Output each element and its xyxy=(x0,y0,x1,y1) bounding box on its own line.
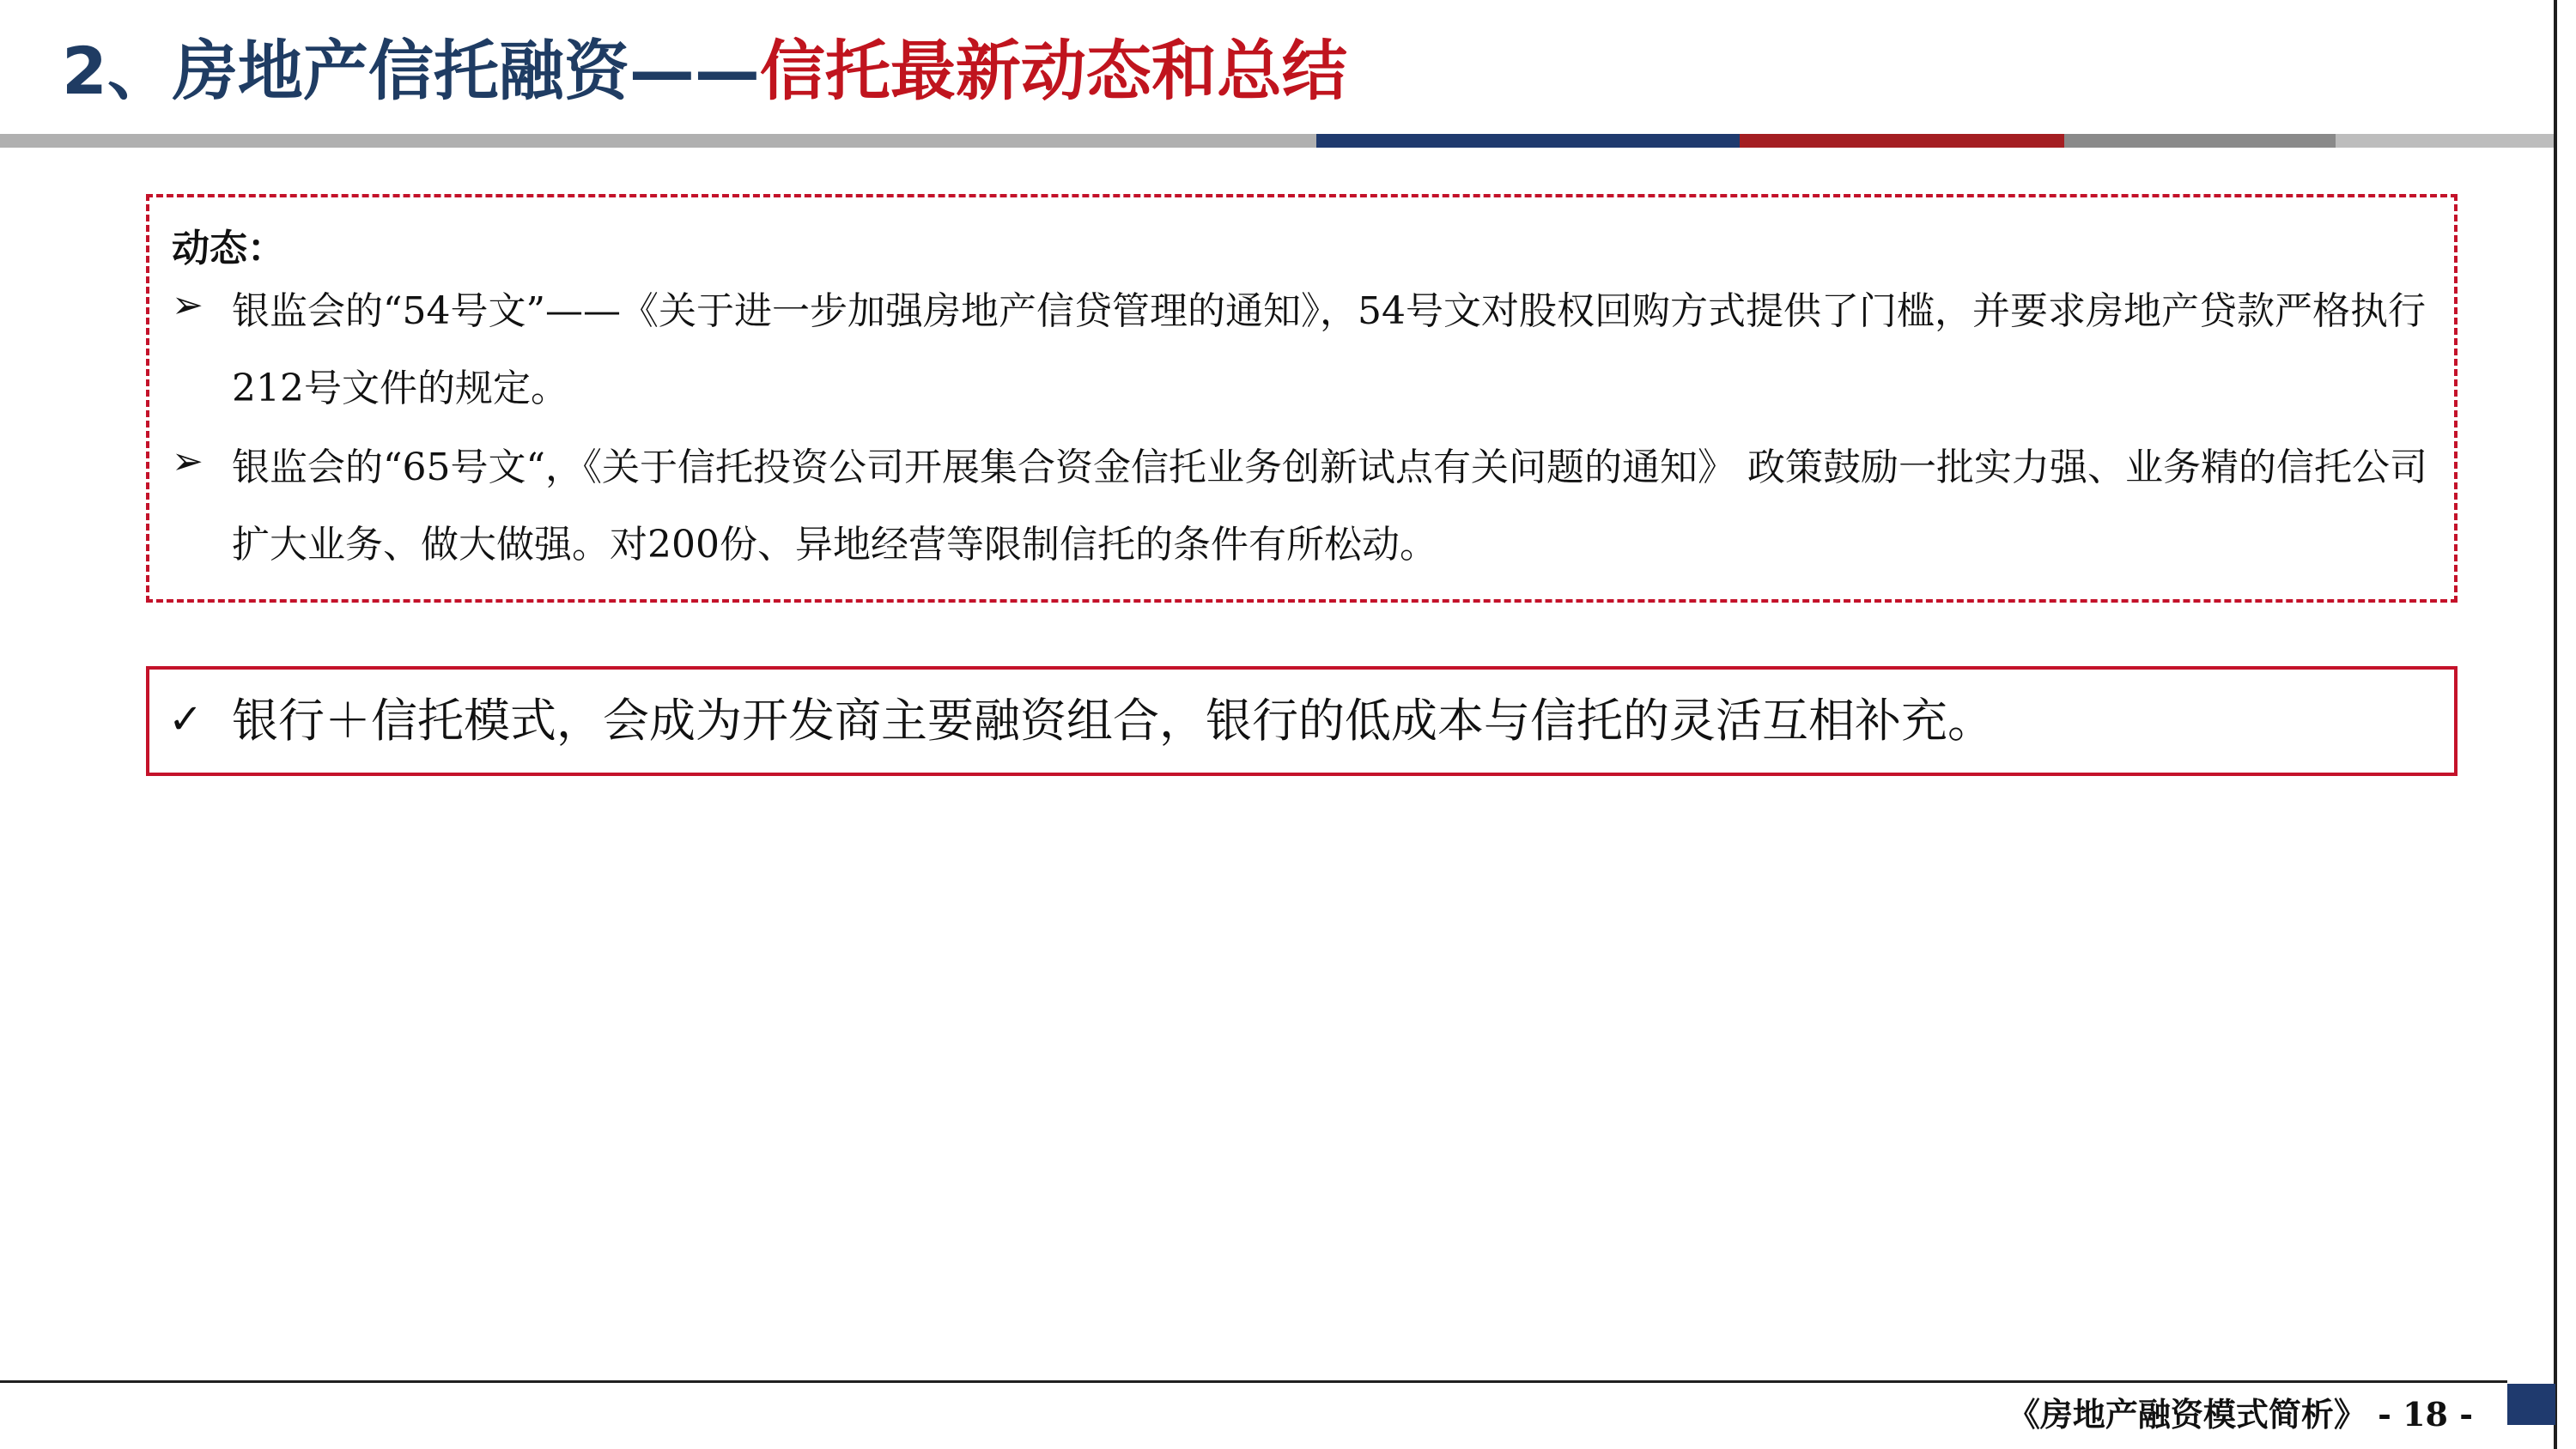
footer xyxy=(1975,1392,2473,1437)
footer-doc-title: 《房地产融资模式简析》 xyxy=(2007,1395,2366,1434)
dynamics-item-54: 银监会的“54号文”——《关于进一步加强房地产信贷管理的通知》，54号文对股权回购方式提供了门槛，并要求房地产贷款严格执行212号文件的规定。 xyxy=(232,289,2426,410)
right-edge-line xyxy=(2554,0,2557,1449)
footer-divider xyxy=(0,1380,2507,1383)
dynamics-heading: 动态： xyxy=(172,227,285,270)
header-bar-light-gray xyxy=(2336,134,2554,148)
title-prefix: 2、房地产信托融资—— xyxy=(62,33,760,109)
footer-corner-block xyxy=(2507,1384,2555,1425)
dynamics-item-65: 银监会的“65号文“，《关于信托投资公司开展集合资金信托业务创新试点有关问题的通知》 政策鼓励一批实力强、业务精的信托公司扩大业务、做大做强。对200份、异地经营等限制信托的条件有所松动。 xyxy=(232,446,2427,567)
arrow-bullet-icon: ➢ xyxy=(172,440,204,483)
header-bar-navy xyxy=(1316,134,1740,148)
arrow-bullet-icon: ➢ xyxy=(172,283,204,327)
header-bar-red xyxy=(1740,134,2064,148)
checkmark-icon: ✓ xyxy=(168,695,204,743)
header-bar-gray xyxy=(0,134,1316,148)
summary-text: 银行＋信托模式，会成为开发商主要融资组合，银行的低成本与信托的灵活互相补充。 xyxy=(232,694,1994,748)
dynamics-box xyxy=(146,194,2458,603)
header-bar-dark-gray xyxy=(2064,134,2336,148)
page-number: - 18 - xyxy=(2378,1395,2473,1434)
summary-box xyxy=(146,666,2458,776)
title-highlight: 信托最新动态和总结 xyxy=(759,33,1347,109)
slide-title xyxy=(62,24,1347,118)
